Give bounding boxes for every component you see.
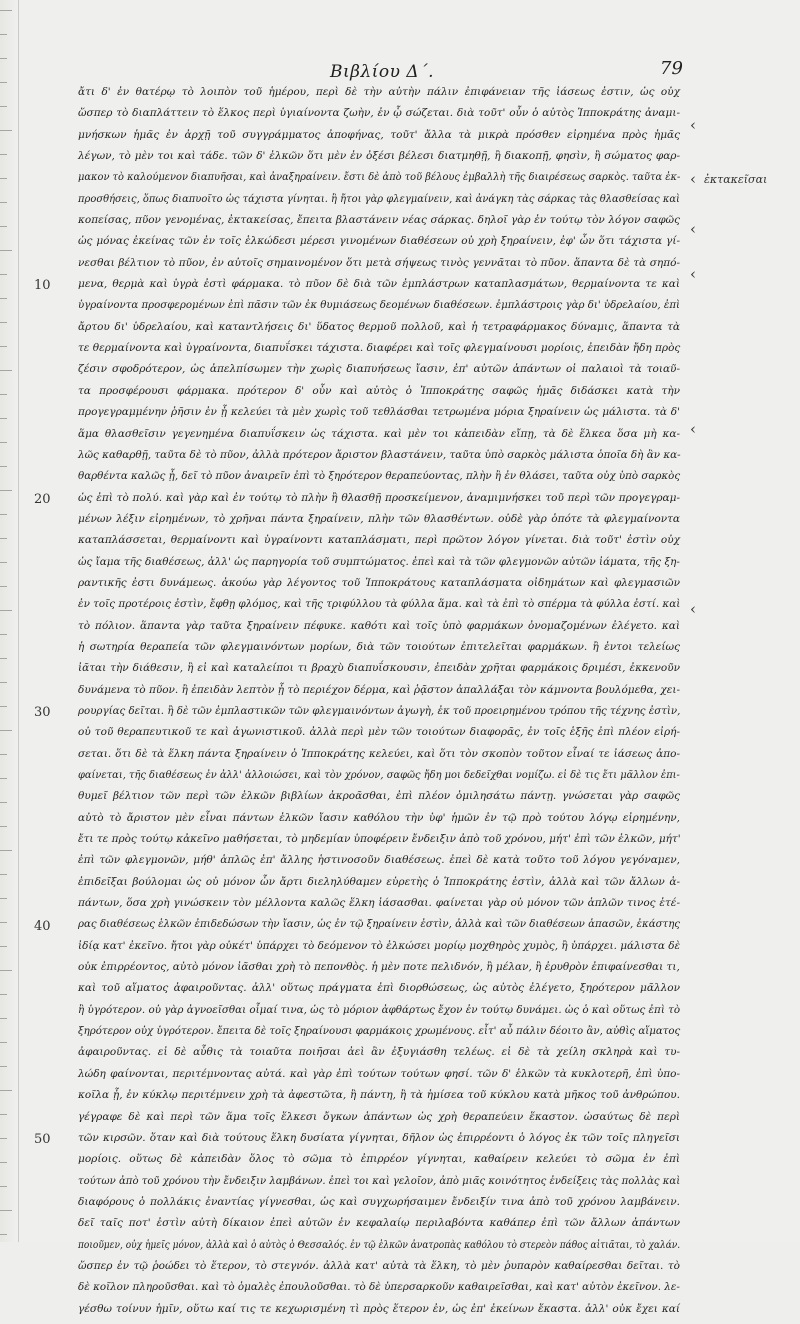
text-line: ἔτι τε πρὸς τούτῳ κἀκεῖνο μαθήσεται, τὸ μηδεμίαν ὑποφέρειν ἔνδειξιν ἀπὸ τοῦ χρόνου, μήτ' ἐπὶ τῶν ἑλκῶν, μήτ' xyxy=(78,833,681,846)
text-line: οὐκ ἐπιρρέοντος, αὐτὸ μόνον ἰᾶσθαι χρὴ τὸ πεπονθὸς. ἡ μὲν ποτε πελιδνόν, ἢ μέλαν, ἢ ἐρυθρὸν ἐπιφαίνεσθαι τι, xyxy=(78,961,680,974)
margin-note: ἐκτακεῖσαι xyxy=(704,173,768,186)
text-line: τα προσφέρουσι φάρμακα. πρότερον δ' οὖν καὶ αὐτὸς ὁ Ἱπποκράτης σαφῶς ἡμᾶς διδάσκει κατὰ τὴν xyxy=(78,384,680,397)
text-line: κοῖλα ᾖ, ἐν κύκλῳ περιτέμνειν χρὴ τὰ ἀφεστῶτα, ἢ πάντη, ἢ τὰ ἡμίσεα τοῦ κύκλου κατὰ μῆκος τοῦ ἀνθρώπου. xyxy=(78,1089,680,1102)
ruler-tick xyxy=(0,562,7,563)
ruler-tick xyxy=(0,466,7,467)
ruler-tick xyxy=(0,1066,7,1067)
text-line: μένων λέξιν εἰρημένων, τὸ χρῆναι πάντα ξηραίνειν, πλὴν τῶν θλασθέντων. οὐδὲ γὰρ ὁπότε τὰ φλεγμαίνοντα xyxy=(78,512,680,525)
ruler-tick xyxy=(0,178,7,179)
ruler-tick xyxy=(0,1162,7,1163)
ruler-tick xyxy=(0,802,7,803)
text-line: ἡ σωτηρία θεραπεία τῶν φλεγμαινόντων μορίων, διὰ τῶν τοιούτων ἐπιτελεῖται φαρμάκων. ἢ ἐντοι τελείως xyxy=(78,640,680,653)
text-line: καταπλάσσεται, θερμαίνοντι καὶ ὑγραίνοντι καταπλάσματι, περὶ πρῶτον λόγον γίνεται. διὰ τοῦτ' ἐστὶν οὐχ xyxy=(78,534,680,547)
ruler-tick xyxy=(0,850,12,851)
ruler-tick xyxy=(0,946,7,947)
ruler-tick xyxy=(0,994,7,995)
margin-quotation-mark: ‹ xyxy=(690,420,696,438)
margin-line-number: 40 xyxy=(34,918,51,934)
margin-quotation-mark: ‹ xyxy=(690,600,696,618)
ruler-tick xyxy=(0,298,7,299)
ruler-tick xyxy=(0,274,7,275)
margin-quotation-mark: ‹ xyxy=(690,220,696,238)
text-line: κοπείσας, πῦον γενομένας, ἐκτακείσας, ἔπειτα βλαστάνειν νέας σάρκας. δηλοῖ γὰρ ἐν τούτῳ τὸν λόγον σαφῶς xyxy=(78,214,680,227)
ruler-tick xyxy=(0,370,12,371)
text-line: ὥσπερ ἐν τῷ ῥοώδει τὸ ἕτερον, τὸ στεγνόν. ἀλλὰ κατ' αὐτὰ τὰ ἕλκη, τὸ μὲν ῥυπαρὸν καθαίρεσθαι δεῖται. τὸ xyxy=(78,1259,680,1272)
text-line: διαφόρους ὁ πολλάκις ἐναντίας γίγνεσθαι, ὡς καὶ συγχωρήσαιμεν ἔνδειξίν τινα ἀπὸ τοῦ χρόνου λαμβάνειν. xyxy=(78,1195,680,1208)
ruler-tick xyxy=(0,754,7,755)
text-line: μνήσκων ἡμᾶς ἐν ἀρχῇ τοῦ συγγράμματος ἀποφήνας, τοῦτ' ἄλλα τὰ μικρὰ πρόσθεν εἰρημένα πρὸς ἡμᾶς xyxy=(78,128,680,141)
text-line: γέσθω τοίνυν ἡμῖν, οὕτω καί τις τε κεχωρισμένη τὶ πρὸς ἕτερον ἐν, ὡς ἐπ' ἐκείνων ἕκαστα. ἀλλ' οὐκ ἔχει καί xyxy=(78,1302,680,1315)
ruler-tick xyxy=(0,826,7,827)
ruler-tick xyxy=(0,874,7,875)
text-line: γέγραφε δὲ καὶ περὶ τῶν ἅμα τοῖς ἕλκεσι ὄγκων ἁπάντων ὡς χρὴ θεραπεύειν ἕκαστον. ὡσαύτως δὲ περὶ xyxy=(78,1110,680,1123)
text-line: μορίοις. οὕτως δὲ κἀπειδὰν ὅλος τὸ σῶμα τὸ ἐπιρρέον γίγνηται, καθαίρειν κελεύει τὸ σῶμα ἐν ἐπὶ xyxy=(78,1153,680,1166)
ruler-tick xyxy=(0,1138,7,1139)
margin-quotation-mark: ‹ xyxy=(690,116,696,134)
ruler-tick xyxy=(0,970,12,971)
text-line: ὡς ἴαμα τῆς διαθέσεως, ἀλλ' ὡς παρηγορία τοῦ συμπτώματος. ἐπεὶ καὶ τὰ τῶν φλεγμονῶν αὐτῶν ἰάματα, τῆς ξη- xyxy=(78,555,680,568)
ruler-tick xyxy=(0,514,7,515)
text-line: νεσθαι βέλτιον τὸ πῦον, ἐν αὐτοῖς σημαινομένον ὅτι μετὰ σήψεως τινὸς γεννᾶται τὸ πῦον. ἅπαντα δὲ τὰ σηπό- xyxy=(78,256,680,269)
page-edge-ruler xyxy=(0,0,19,1242)
ruler-tick xyxy=(0,154,7,155)
text-line: ἰδίᾳ κατ' ἐκεῖνο. ἤτοι γὰρ οὐκέτ' ὑπάρχει τὸ δεόμενον τὸ ἑλκώσει μορίῳ μοχθηρὸς χυμὸς, ἢ ὑπάρχει. μάλιστα δὲ xyxy=(78,939,681,952)
ruler-tick xyxy=(0,898,7,899)
ruler-tick xyxy=(0,730,12,731)
ruler-tick xyxy=(0,634,7,635)
text-line: ὡς ἐπὶ τὸ πολύ. καὶ γὰρ καὶ ἐν τούτῳ τὸ πλὴν ἢ θλασθῇ προσκείμενον, ἀναμιμνήσκει τοῦ περὶ τῶν προγεγραμ- xyxy=(78,491,680,504)
ruler-tick xyxy=(0,682,7,683)
text-line: ποιοῦμεν, οὐχ ἡμεῖς μόνον, ἀλλὰ καὶ ὁ αὐτὸς ὁ Θεσσαλός. ἐν τῷ ἑλκῶν ἀνατροπὰς καθόλου τὸ στερεὸν πάθος αἰτιᾶται, τὸ χαλάν. xyxy=(78,1238,681,1251)
ruler-tick xyxy=(0,130,12,131)
text-line: ἐπὶ τῶν φλεγμονῶν, μήθ' ἁπλῶς ἐπ' ἄλλης ἡστινοσοῦν διαθέσεως. ἐπεὶ δὲ κατὰ τοῦτο τοῦ λόγου γεγόναμεν, xyxy=(78,854,680,867)
text-line: ρας διαθέσεως ἑλκῶν ἐπιδεδώσων τὴν ἴασιν, ὡς ἐν τῷ ξηραίνειν ἐστὶν, ἀλλὰ καὶ τῶν διαθέσεων ἁπασῶν, ἐκάστης xyxy=(78,918,681,931)
ruler-tick xyxy=(0,778,7,779)
ruler-tick xyxy=(0,226,7,227)
ruler-tick xyxy=(0,1018,7,1019)
text-line: ἄτι δ' ἐν θατέρῳ τὸ λοιπὸν τοῦ ἡμέρου, περὶ δὲ τὴν αὐτὴν πάλιν ἐπιφάνειαν τῆς ἰάσεως ἐστιν, ὡς οὐχ xyxy=(78,86,680,98)
text-line: σεται. ὅτι δὲ τὰ ἕλκη πάντα ξηραίνειν ὁ Ἱπποκράτης κελεύει, καὶ ὅτι τὸν σκοπὸν τοῦτον εἶναί τε ἰάσεως ἀπο- xyxy=(78,747,680,760)
margin-quotation-mark: ‹ xyxy=(690,170,696,188)
text-line: ρουργίας δεῖται. ἢ δὲ τῶν ἐμπλαστικῶν τῶν φλεγμαινόντων ἀγωγὴ, ἐκ τοῦ προειρημένου τρόπου τῆς τέχνης ἐστὶν, xyxy=(78,704,681,717)
running-header xyxy=(0,58,800,88)
ruler-tick xyxy=(0,658,7,659)
text-line: λῶς καθαρθῇ, ταῦτα δὲ τὸ πῦον, ἀλλὰ πρότερον ἄριστον βλαστάνειν, ταῦτα ὑπὸ σαρκὸς μάλιστα ὁποῖα δὴ ἂν κα- xyxy=(78,448,681,461)
text-line: οὐ τοῦ θεραπευτικοῦ τε καὶ ἀγωνιστικοῦ. ἀλλὰ περὶ μὲν τῶν τοιούτων διαφορᾶς, ἐν τοῖς ἑξῆς ἐπὶ πλέον εἰρή- xyxy=(78,726,680,739)
text-line: τε θερμαίνοντα καὶ ὑγραίνοντα, διαπυΐσκει τάχιστα. διαφέρει καὶ τοῖς φλεγμαίνουσι μορίοις, ἐπειδὰν ἤδη πρὸς xyxy=(78,342,681,355)
ruler-tick xyxy=(0,922,7,923)
ruler-tick xyxy=(0,538,7,539)
text-line: ζέσιν σφοδρότερον, ὡς ἀπελπίσωμεν τὴν χωρὶς διαπυήσεως ἴασιν, ἐπ' αὐτῶν ἁπάντων οἱ παλαιοὶ τὰ τοιαῦ- xyxy=(78,363,680,376)
text-line: προγεγραμμένην ῥῆσιν ἐν ᾗ κελεύει τὰ μὲν χωρὶς τοῦ τεθλάσθαι τετρωμένα μόρια ξηραίνειν ὡς μάλιστα. τὰ δ' xyxy=(78,406,680,419)
text-line: θαρθέντα καλῶς ᾖ, δεῖ τὸ πῦον ἀναιρεῖν ἐπὶ τὸ ξηρότερον θεραπεύοντας, πλὴν ἢ ἐν θλάσει, ταῦτα οὐχ ὑπὸ σαρκὸς xyxy=(78,470,681,483)
ruler-tick xyxy=(0,106,7,107)
ruler-tick xyxy=(0,610,12,611)
margin-line-number: 50 xyxy=(34,1132,51,1148)
text-line: ραντικῆς ἐστι δυνάμεως. ἀκούω γὰρ λέγοντος τοῦ Ἱπποκράτους καταπλάσματα οἰδημάτων καὶ φλεγμασιῶν xyxy=(78,576,680,589)
text-line: μενα, θερμὰ καὶ ὑγρὰ ἐστὶ φάρμακα. τὸ πῦον δὲ διὰ τῶν ἐμπλάστρων καταπλασμάτων, θερμαίνοντα τε καὶ xyxy=(78,278,680,291)
text-line: ἰᾶται τὴν διάθεσιν, ἢ εἰ καὶ καταλείποι τι βραχὺ διαπυΐσκουσιν, ἐπειδὰν χρῆται φαρμάκοις δριμέσι, ἐκκενοῦν xyxy=(78,662,680,675)
text-line: λέγων, τὸ μὲν τοι καὶ τάδε. τῶν δ' ἑλκῶν ὅτι μὲν ἐν ὀξέσι βέλεσι διατμηθῇ, ἢ διακοπῇ, φησὶν, ἢ σώματος φαρ- xyxy=(78,150,680,163)
ruler-tick xyxy=(0,322,7,323)
ruler-tick xyxy=(0,586,7,587)
text-line: ἅμα θλασθεῖσιν γεγενημένα διαπυΐσκειν ὡς τάχιστα. καὶ μὲν τοι κἀπειδὰν εἴπῃ, τὰ δὲ ἕλκεα ὅσα μὴ κα- xyxy=(78,427,680,440)
text-line: ὑγραίνοντα προσφερομένων ἐπὶ πᾶσιν τῶν ἐκ θυμιάσεως δεομένων διαθέσεων. ἐμπλάστροις γὰρ δι' ὑδρελαίου, ἐπὶ xyxy=(78,299,681,312)
ruler-tick xyxy=(0,346,7,347)
ruler-tick xyxy=(0,442,7,443)
running-title: Βιβλίου Δ΄. xyxy=(330,62,435,82)
text-line: ἐν τοῖς προτέροις ἐστὶν, ἔφθῃ φλόμος, καὶ τῆς τριφύλλου τὰ φύλλα ἅμα. καὶ τὰ ἐπὶ τὸ σπέρμα τὰ φύλλα ἐστί. καὶ xyxy=(78,598,681,611)
text-line: δὲ κοῖλον πληροῦσθαι. καὶ τὸ ὁμαλὲς ἐπουλοῦσθαι. τὸ δὲ ὑπερσαρκοῦν καθαιρεῖσθαι, καὶ κατ' αὐτὸν ἐκεῖνον. λε- xyxy=(78,1281,680,1294)
text-line: θυμεῖ βέλτιον τῶν περὶ τῶν ἑλκῶν βιβλίων ἀκροᾶσθαι, ἐπὶ πλέον ὁμιλησάτω πάντῃ. γνώσεται γὰρ σαφῶς xyxy=(78,790,680,803)
margin-line-number: 30 xyxy=(34,705,51,721)
ruler-tick xyxy=(0,394,7,395)
text-line: ἄρτου δι' ὑδρελαίου, καὶ καταντλήσεις δι' ὕδατος θερμοῦ πολλοῦ, καὶ ἡ τετραφάρμακος δύναμις, ἅπαντα τὰ xyxy=(78,320,680,333)
ruler-tick xyxy=(0,1114,7,1115)
ruler-tick xyxy=(0,706,7,707)
ruler-tick xyxy=(0,1186,7,1187)
text-line: τὸ πόλιον. ἅπαντα γὰρ ταῦτα ξηραίνειν πέφυκε. καθότι καὶ τοῖς ὑπὸ φαρμάκων ὀνομαζομένων ἐλέγετο. καὶ xyxy=(78,619,680,632)
ruler-tick xyxy=(0,202,7,203)
ruler-tick xyxy=(0,34,7,35)
text-line: λώδη φαίνονται, περιτέμνοντας αὐτά. καὶ γὰρ ἐπὶ τούτων τούτων φησί. τῶν δ' ἑλκῶν τὰ κυκλοτερῆ, ἐπὶ ὑπο- xyxy=(78,1067,680,1080)
text-line: τῶν κιρσῶν. ὅταν καὶ διὰ τούτους ἕλκη δυσίατα γίγνηται, δῆλον ὡς ἐπιρρέοντι ὁ λόγος ἐκ τῶν τοῖς πληγεῖσι xyxy=(78,1131,680,1144)
text-line: τούτων ἀπὸ τοῦ χρόνου τὴν ἔνδειξιν λαμβάνων. ἐπεὶ τοι καὶ γελοῖον, ἀπὸ μιᾶς κοινότητος ἐνδείξεις τὰς πολλὰς καὶ xyxy=(78,1174,681,1187)
text-line: δεῖ ταῖς ποτ' ἐστὶν αὐτὴ δίκαιον ἐπεὶ αὐτῶν ἐν κεφαλαίῳ περιλαβόντα καθάπερ ἐπὶ τῶν ἄλλων ἁπάντων xyxy=(78,1217,680,1230)
text-line: προσθήσεις, ὅπως διαπυοῖτο ὡς τάχιστα γίνηται. ἢ ἤτοι γὰρ φλεγμαίνειν, καὶ ἀνάγκη τὰς σάρκας τὰς θλασθείσας καὶ xyxy=(78,192,680,205)
text-line: καὶ τοῦ αἵματος ἀφαιροῦντας. ἀλλ' οὕτως πράγματα ἐπὶ διορθώσεως, ὡς αὐτὸς ἐλέγετο, ξηρότερον μᾶλλον xyxy=(78,982,680,995)
margin-line-number: 20 xyxy=(34,491,51,507)
greek-text-block xyxy=(78,86,680,1324)
text-line: ἐπιδεῖξαι βούλομαι ὡς οὐ μόνον ὧν ἄρτι διεληλύθαμεν εὑρετὴς ὁ Ἱπποκράτης ἐστὶν, ἀλλὰ καὶ τῶν ἄλλων ἁ- xyxy=(78,875,680,888)
ruler-tick xyxy=(0,1234,7,1235)
text-line: ξηρότερον οὐχ ὑγρότερον. ἔπειτα δὲ τοῖς ξηραίνουσι φαρμάκοις χρωμένους. εἶτ' αὖ πάλιν δέοιτο ἂν, αὐθὶς αἵματος xyxy=(78,1025,681,1038)
text-line: δυνάμενα τὸ πῦον. ἢ ἐπειδὰν λεπτὸν ᾖ τὸ περιέχον δέρμα, καὶ ῥᾷστον ἀπαλλάξαι τὸν κάμνοντα βουλόμεθα, χει- xyxy=(78,683,680,696)
text-line: φαίνεται, τῆς διαθέσεως ἐν ἀλλ' ἀλλοιώσει, καὶ τὸν χρόνον, σαφῶς ἤδη μοι δεδεῖχθαι νομίζω. εἰ δὲ τις ἔτι μᾶλλον ἐπι- xyxy=(78,769,680,781)
margin-line-number: 10 xyxy=(34,278,51,294)
margin-quotation-mark: ‹ xyxy=(690,265,696,283)
text-line: πάντων, ὅσα χρὴ γινώσκειν τὸν μέλλοντα καλῶς ἕλκη ἰάσασθαι. φαίνεται γὰρ οὐ μόνον τῶν ἁπλῶν τινος ἑτέ- xyxy=(78,897,680,910)
ruler-tick xyxy=(0,10,12,11)
ruler-tick xyxy=(0,490,12,491)
ruler-tick xyxy=(0,1042,7,1043)
text-line: αὐτὸ τὸ ἄριστον μὲν εἶναι πάντων ἑλκῶν ἴασιν καθόλου τὴν ὑφ' ἡμῶν ἐν τῷ πρὸ τούτου λόγῳ εἰρημένην, xyxy=(78,811,680,824)
text-line: ὡς μόνας ἐκείνας τῶν ἐν τοῖς ἑλκώδεσι μέρεσι γινομένων διαθέσεων οὐ χρὴ ξηραίνειν, ἐφ' ὧν ὅτι τάχιστα γί- xyxy=(78,235,680,248)
ruler-tick xyxy=(0,1090,12,1091)
text-line: ὥσπερ τὸ διαπλάττειν τὸ ἕλκος περὶ ὑγιαίνοντα ζωὴν, ἐν ᾧ σώζεται. διὰ τοῦτ' οὖν ὁ αὐτὸς Ἱπποκράτης ἀναμι- xyxy=(78,107,680,120)
page-number: 79 xyxy=(660,58,683,79)
text-line: ἀφαιροῦντας. εἰ δὲ αὖθις τὰ τοιαῦτα ποιῆσαι ἀεὶ ἂν ἐξυγιάσθη τελέως. εἰ δὲ τὰ χείλη σκληρὰ καὶ τυ- xyxy=(78,1046,680,1059)
text-line: ἢ ὑγρότερον. οὐ γὰρ ἀγνοεῖσθαι οἶμαί τινα, ὡς τὸ μόριον ἀφθάρτως ἔχον ἐν τούτῳ δυνάμει. ὡς ὁ καὶ οὕτως ἐπὶ τὸ xyxy=(78,1003,681,1016)
ruler-tick xyxy=(0,250,12,251)
ruler-tick xyxy=(0,1210,12,1211)
ruler-tick xyxy=(0,418,7,419)
text-line: μακον τὸ καλούμενον διαπυῆσαι, καὶ ἀναξηραίνειν. ἔστι δὲ ἀπὸ τοῦ βέλους ἐμβαλλὴ τῆς διαιρέσεως σαρκὸς. ταῦτα ἐκ- xyxy=(78,171,681,184)
